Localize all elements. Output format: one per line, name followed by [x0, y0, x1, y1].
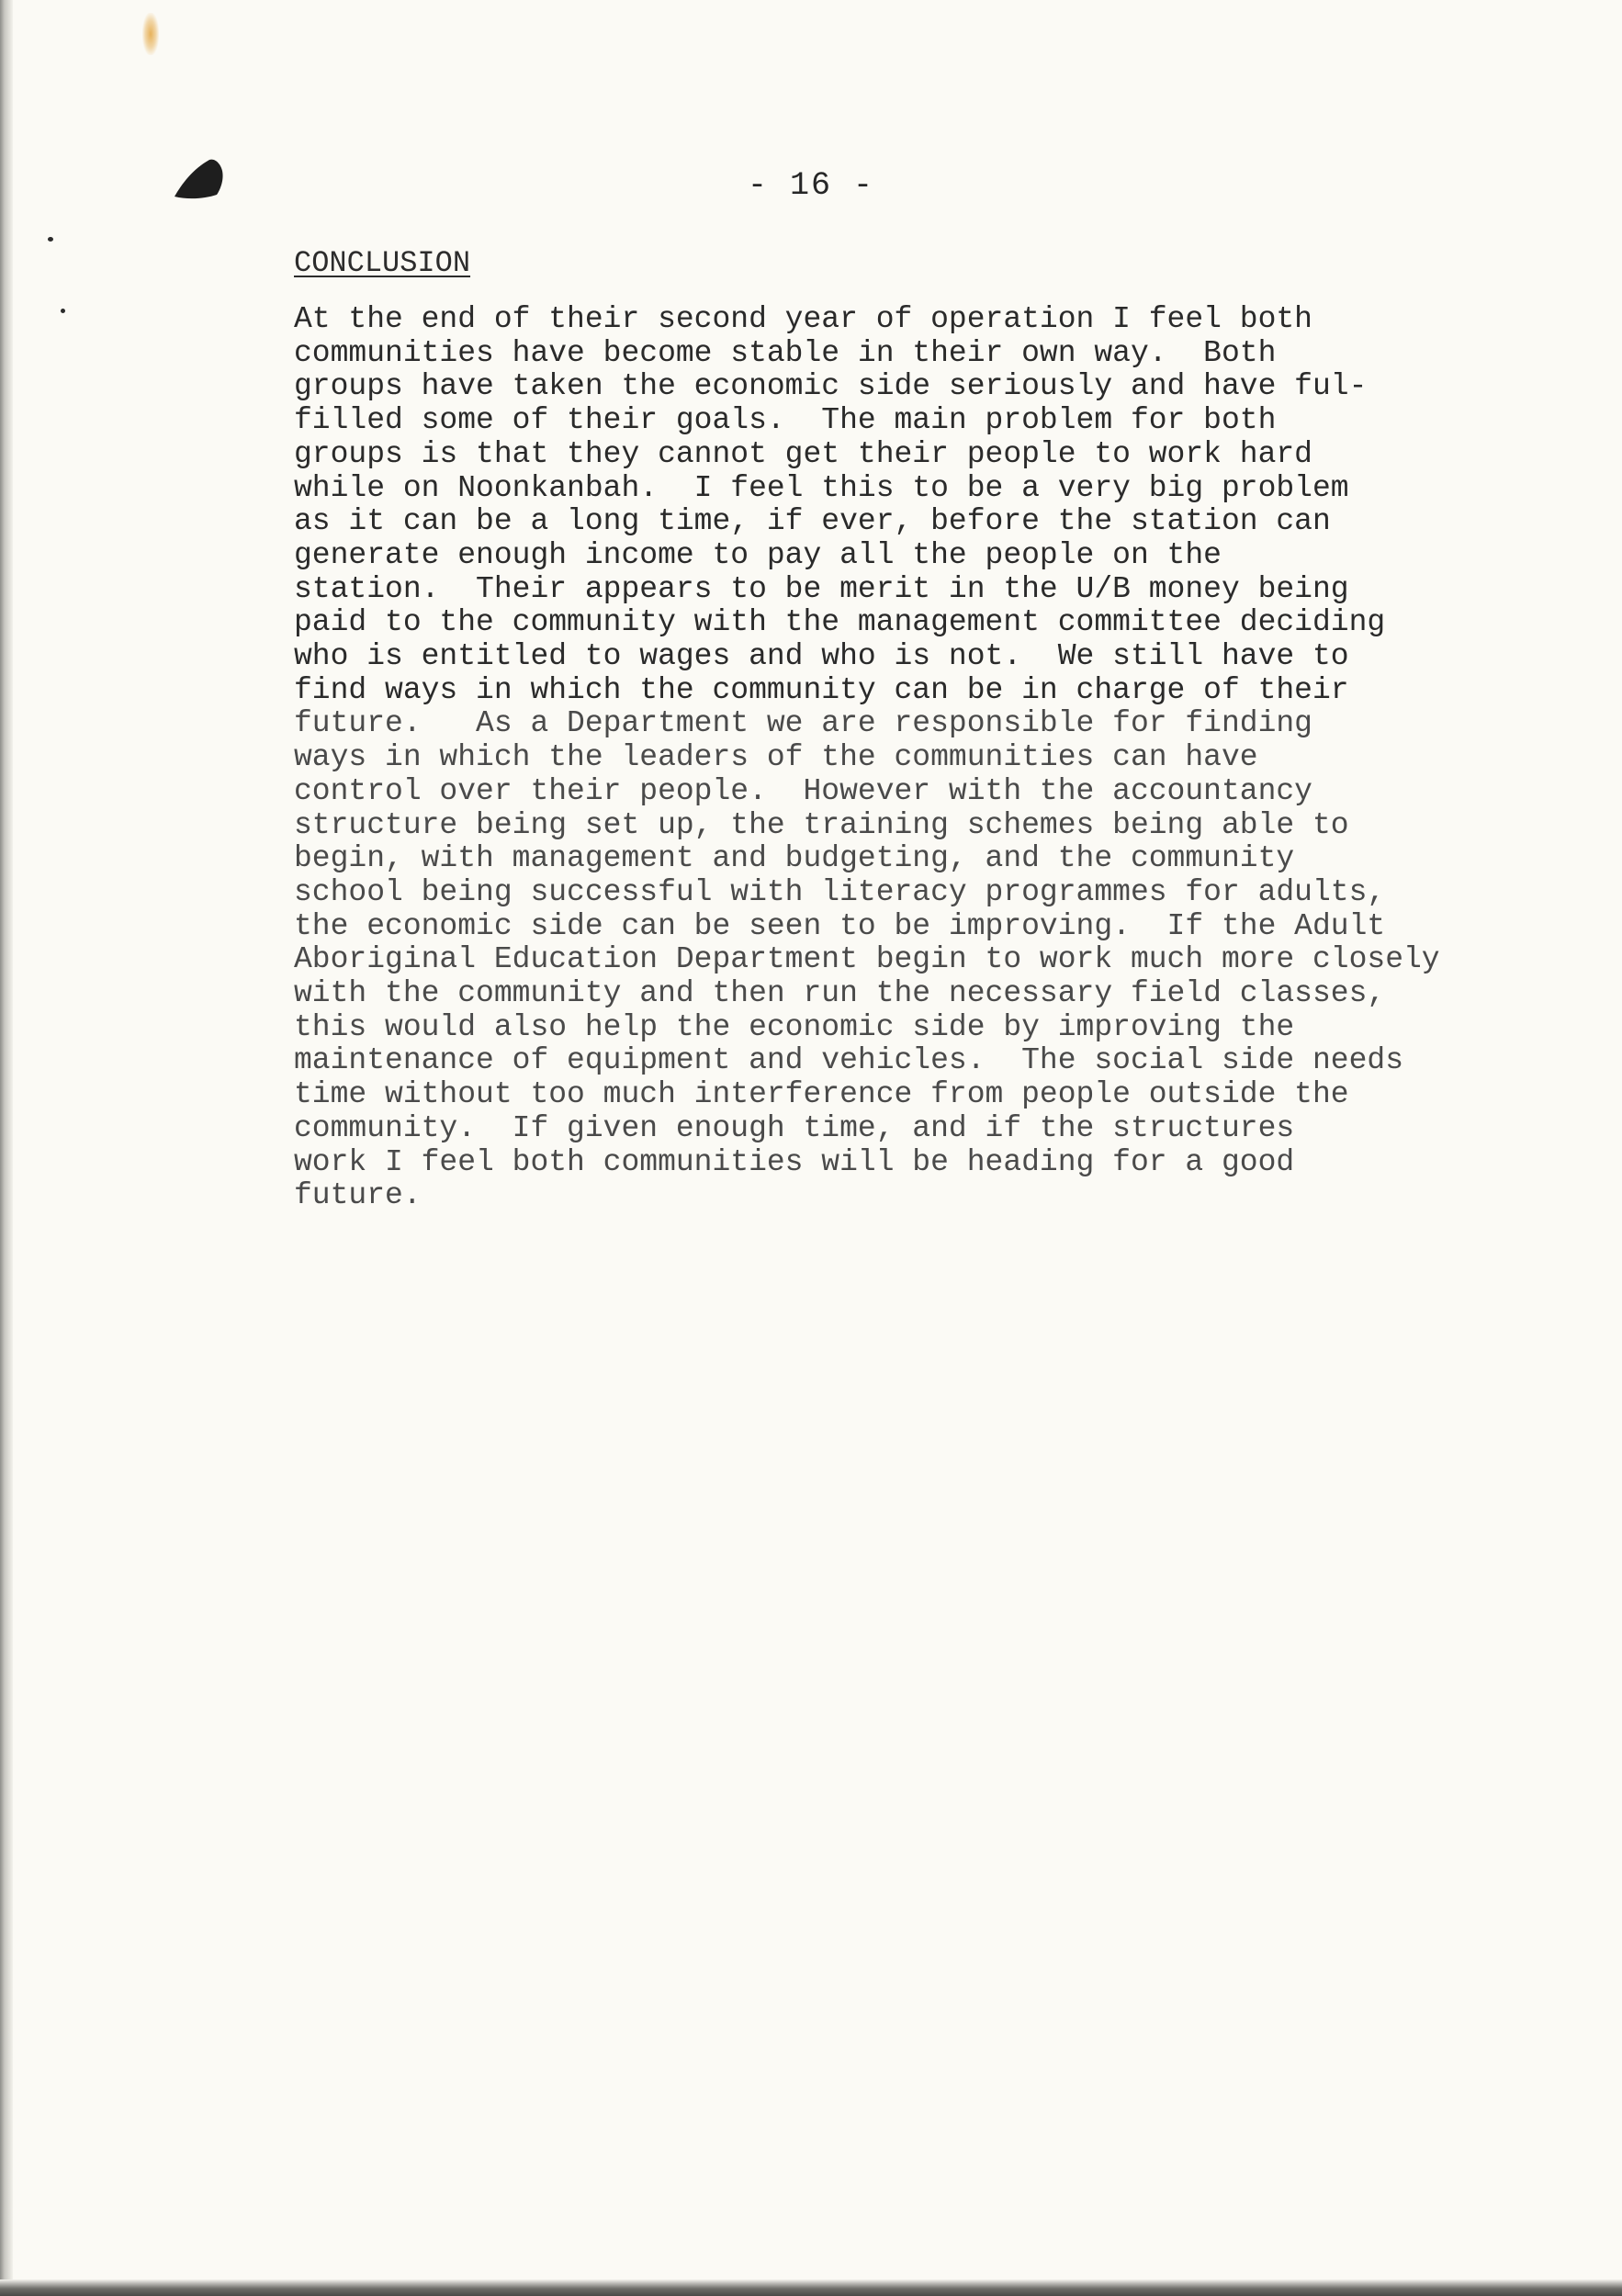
ink-speck	[61, 309, 65, 313]
text-line: At the end of their second year of operation I feel both	[294, 302, 1312, 336]
text-line: future. As a Department we are responsible for finding	[294, 706, 1312, 741]
text-line: ways in which the leaders of the communities can have	[294, 740, 1258, 775]
text-line: find ways in which the community can be in charge of their	[294, 672, 1349, 707]
page-left-edge-shadow	[0, 0, 13, 2296]
text-line: this would also help the economic side by improving the	[294, 1009, 1295, 1044]
text-line: with the community and then run the necessary field classes,	[294, 976, 1386, 1011]
page-bottom-edge-shadow	[0, 2279, 1622, 2296]
text-line: the economic side can be seen to be improving. If the Adult	[294, 908, 1386, 943]
text-line: generate enough income to pay all the people on the	[294, 537, 1222, 572]
text-line: station. Their appears to be merit in the U/B money being	[294, 571, 1349, 606]
text-line: communities have become stable in their own way. Both	[294, 335, 1277, 370]
text-line: begin, with management and budgeting, and the community	[294, 841, 1295, 876]
text-line: groups is that they cannot get their people to work hard	[294, 436, 1312, 471]
text-line: school being successful with literacy programmes for adults,	[294, 874, 1386, 909]
text-line: work I feel both communities will be heading for a good	[294, 1144, 1295, 1179]
text-line: time without too much interference from people outside the	[294, 1077, 1349, 1112]
section-heading: CONCLUSION	[294, 246, 471, 280]
staple-rust-stain	[142, 13, 159, 55]
ink-speck	[48, 237, 53, 242]
text-line: who is entitled to wages and who is not. We still have to	[294, 639, 1349, 674]
text-line: groups have taken the economic side seriously and have ful-	[294, 369, 1368, 404]
text-line: structure being set up, the training schemes being able to	[294, 807, 1349, 842]
text-line: maintenance of equipment and vehicles. The social side needs	[294, 1043, 1403, 1078]
conclusion-paragraph	[294, 303, 1580, 1213]
text-line: future.	[294, 1178, 422, 1213]
page-number: - 16 -	[747, 167, 875, 204]
text-line: Aboriginal Education Department begin to work much more closely	[294, 942, 1440, 977]
text-line: filled some of their goals. The main problem for both	[294, 403, 1277, 438]
text-line: while on Noonkanbah. I feel this to be a very big problem	[294, 470, 1349, 505]
text-line: community. If given enough time, and if the structures	[294, 1110, 1295, 1145]
text-line: paid to the community with the management committee deciding	[294, 605, 1386, 640]
text-line: control over their people. However with the accountancy	[294, 773, 1312, 808]
text-line: as it can be a long time, if ever, before the station can	[294, 504, 1331, 539]
